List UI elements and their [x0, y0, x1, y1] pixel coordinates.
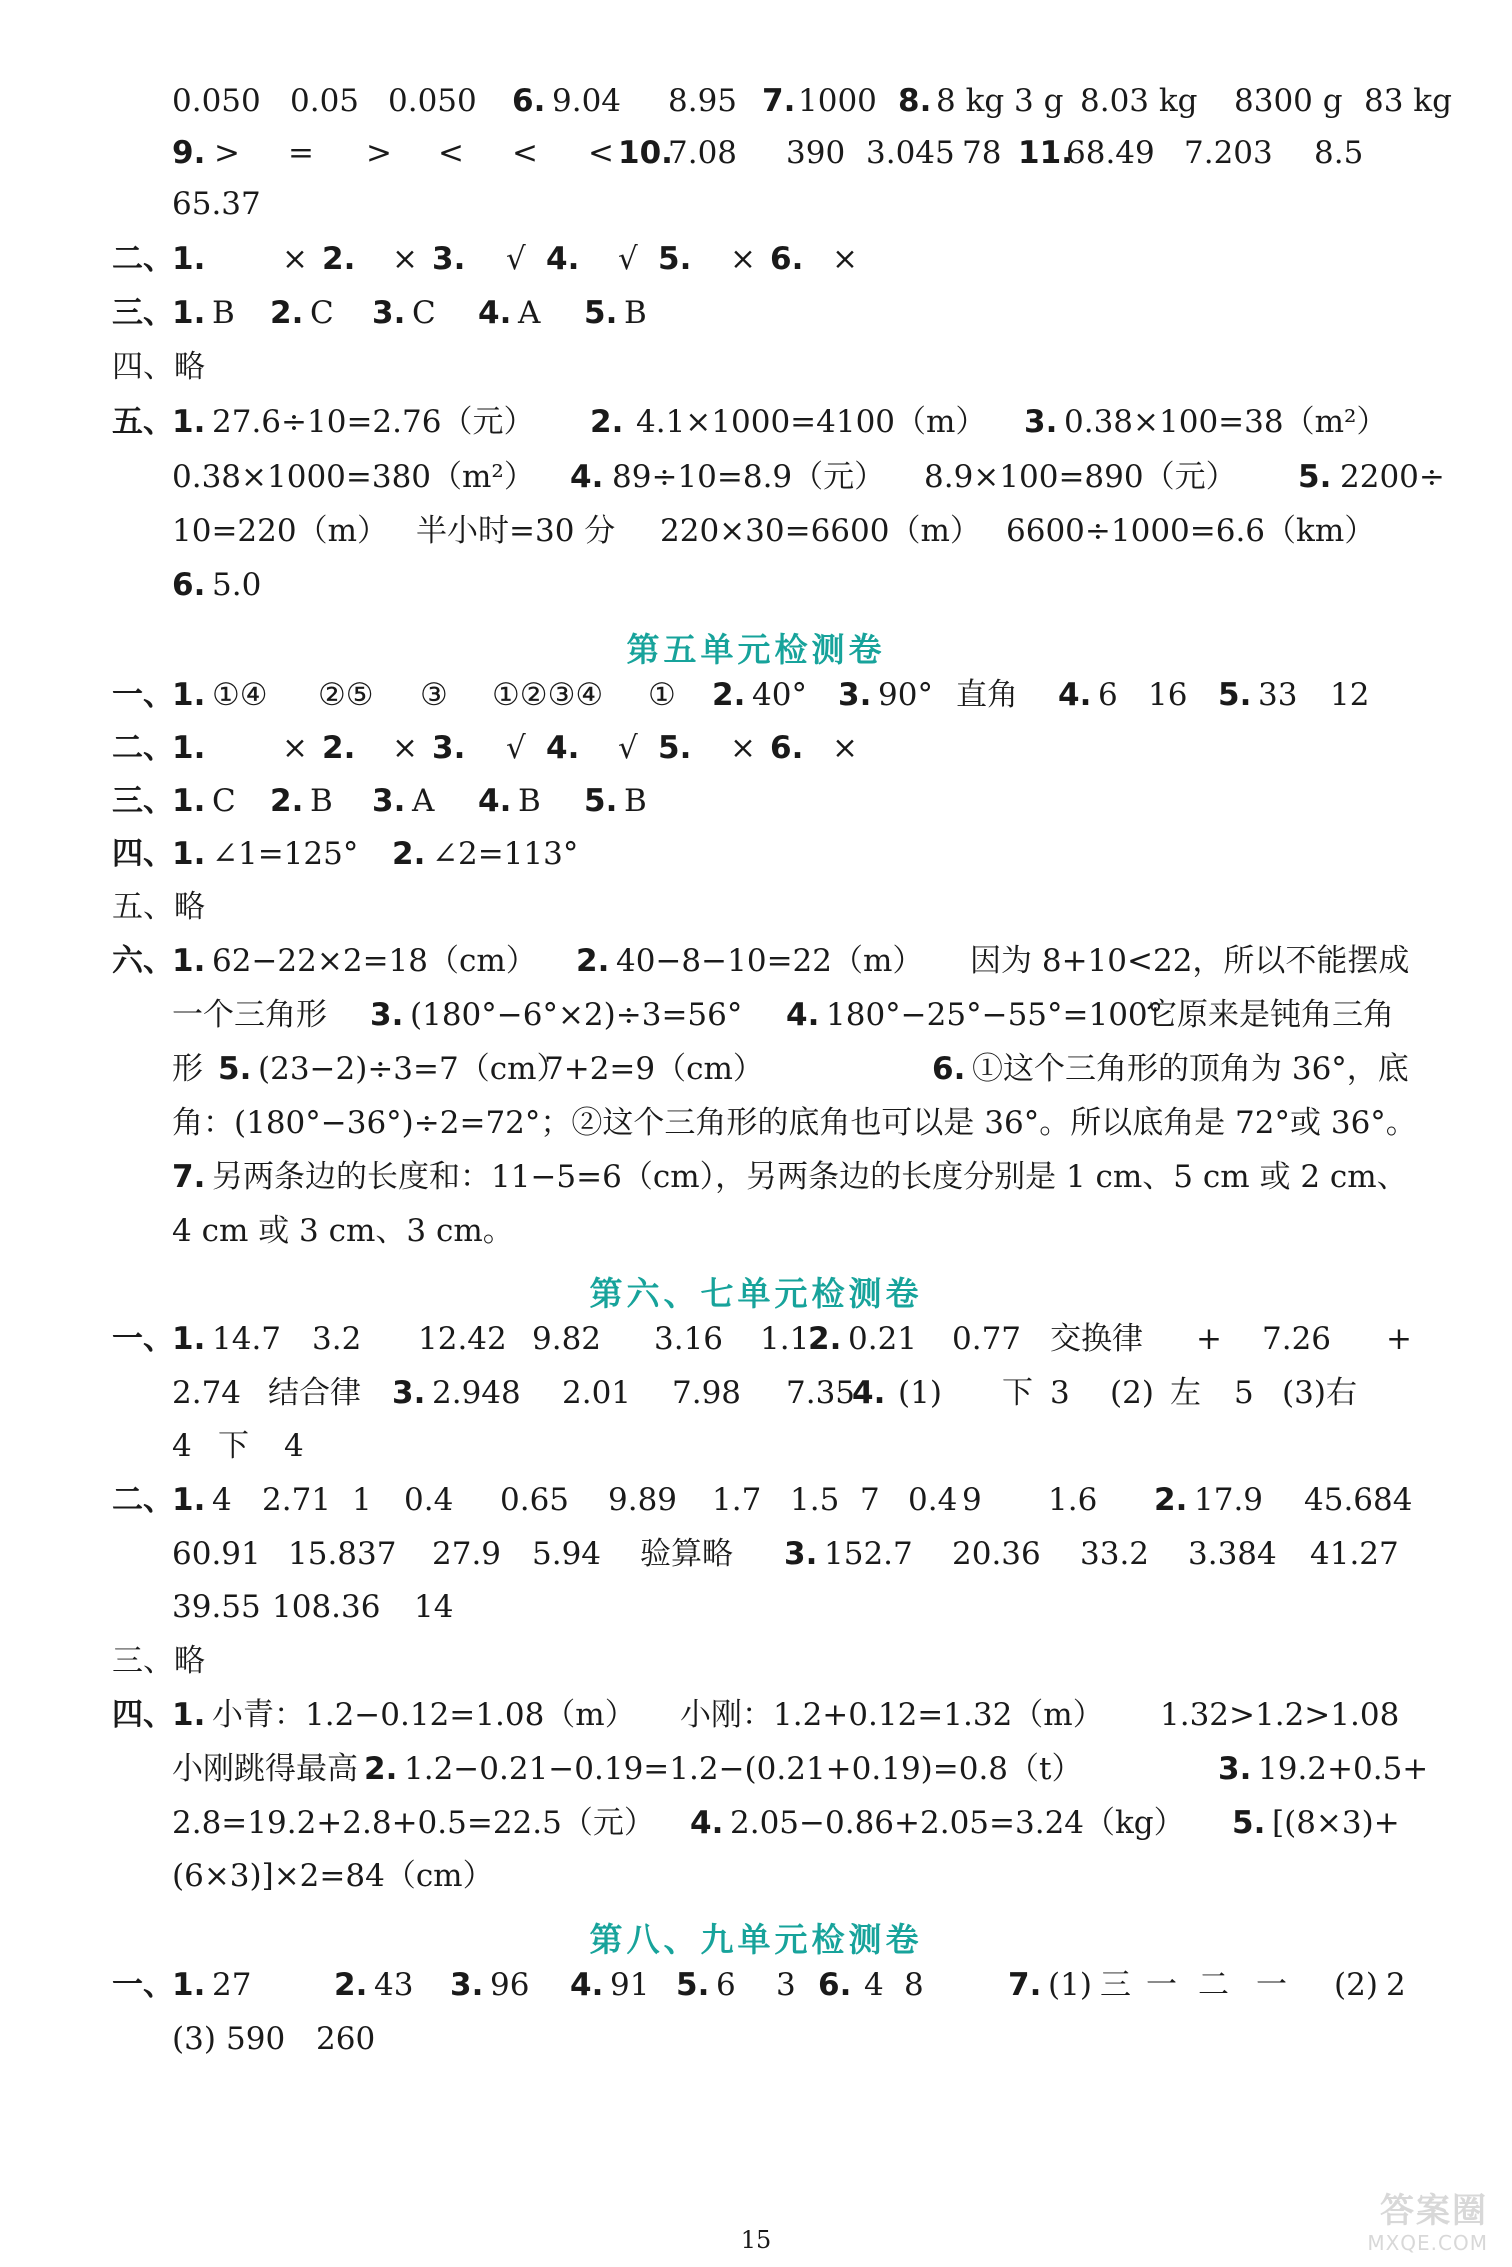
watermark-text: 答案圈 [1380, 2191, 1488, 2231]
question-number: 2. [364, 1751, 398, 1787]
answer-text: 7 [860, 1482, 880, 1518]
answer-text: 12 [1330, 677, 1370, 713]
answer-text: (180°−6°×2)÷3=56° [410, 997, 743, 1033]
answer-text: 小青：1.2−0.12=1.08（m） [212, 1697, 636, 1733]
answer-text: 83 kg [1364, 83, 1452, 119]
answer-text: 8.5 [1314, 135, 1364, 171]
question-number: 1. [172, 1967, 206, 2003]
question-number: 3. [392, 1375, 426, 1411]
answer-text: 33 [1258, 677, 1298, 713]
answer-text: 27.9 [432, 1536, 502, 1572]
answer-text: 一 [1146, 1967, 1177, 2003]
question-number: 5. [658, 241, 692, 277]
answer-text: 0.77 [952, 1321, 1022, 1357]
answer-text: (3) [1282, 1375, 1326, 1411]
question-number: 10. [618, 135, 673, 171]
question-number: 6. [172, 567, 206, 603]
answer-line [0, 559, 1512, 611]
answer-text: 8.9×100=890（元） [924, 459, 1237, 495]
answer-text: 结合律 [268, 1375, 361, 1411]
answer-text: 2.71 [262, 1482, 332, 1518]
question-number: 1. [172, 404, 206, 440]
question-number: 3. [1024, 404, 1058, 440]
answer-line [0, 396, 1512, 448]
answer-text: 7.35 [786, 1375, 856, 1411]
answer-text: 三、略 [112, 1643, 205, 1679]
answer-line [0, 1151, 1512, 1203]
answer-text: 14.7 [212, 1321, 282, 1357]
answer-line [0, 1043, 1512, 1095]
question-number: 1. [172, 677, 206, 713]
question-number: 1. [172, 943, 206, 979]
answer-text: 12.42 [418, 1321, 507, 1357]
answer-text: 0.4 [908, 1482, 958, 1518]
question-number: 2. [322, 241, 356, 277]
question-number: 2. [576, 943, 610, 979]
question-number: 1. [172, 836, 206, 872]
answer-text: 3.16 [654, 1321, 724, 1357]
question-number: 三、 [112, 783, 174, 819]
answer-text: 1.7 [712, 1482, 762, 1518]
answer-text: 四、略 [112, 349, 205, 385]
answer-text: (2) [1110, 1375, 1154, 1411]
answer-line [0, 881, 1512, 933]
answer-line [0, 1474, 1512, 1526]
answer-line [0, 722, 1512, 774]
answer-text: 0.4 [404, 1482, 454, 1518]
answer-text: + [1196, 1321, 1222, 1357]
answer-text: 4 [284, 1428, 304, 1464]
answer-text: 8 [904, 1967, 924, 2003]
answer-text: 它原来是钝角三角 [1146, 997, 1394, 1033]
question-number: 3. [1218, 1751, 1252, 1787]
question-number: 4. [546, 241, 580, 277]
question-number: 2. [334, 1967, 368, 2003]
answer-line [0, 127, 1512, 179]
answer-text: 180°−25°−55°=100° [826, 997, 1164, 1033]
answer-text: 4 cm 或 3 cm、3 cm。 [172, 1213, 514, 1249]
answer-text: 小刚跳得最高 [172, 1751, 358, 1787]
answer-text: 交换律 [1050, 1321, 1143, 1357]
answer-text: 0.21 [848, 1321, 918, 1357]
answer-text: 小刚：1.2+0.12=1.32（m） [680, 1697, 1104, 1733]
answer-text: 108.36 [272, 1589, 381, 1625]
answer-text: (6×3)]×2=84（cm） [172, 1858, 494, 1894]
answer-text: B [310, 783, 333, 819]
question-number: 二、 [112, 241, 174, 277]
question-number: 4. [852, 1375, 886, 1411]
answer-text: 10=220（m） [172, 513, 388, 549]
question-number: 3. [838, 677, 872, 713]
answer-text: B [518, 783, 541, 819]
question-number: 4. [786, 997, 820, 1033]
answer-text: 90° [878, 677, 933, 713]
answer-text: 7+2=9（cm） [544, 1051, 764, 1087]
answer-text: 45.684 [1304, 1482, 1413, 1518]
page-number: 15 [740, 2226, 772, 2254]
answer-text: ①④ [212, 677, 268, 713]
answer-text: 验算略 [640, 1536, 733, 1572]
question-number: 5. [584, 295, 618, 331]
question-number: 7. [762, 83, 796, 119]
answer-line [0, 1097, 1512, 1149]
answer-line [0, 178, 1512, 230]
question-number: 一、 [112, 1321, 174, 1357]
question-number: 1. [172, 1321, 206, 1357]
answer-text: C [310, 295, 334, 331]
answer-text: ②⑤ [318, 677, 374, 713]
answer-text: 2 [1386, 1967, 1406, 2003]
answer-text: 39.55 [172, 1589, 261, 1625]
answer-text: 8.95 [668, 83, 738, 119]
watermark-logo [1308, 2191, 1488, 2261]
answer-text: 6600÷1000=6.6（km） [1006, 513, 1376, 549]
answer-text: 一个三角形 [172, 997, 327, 1033]
answer-text: 33.2 [1080, 1536, 1150, 1572]
answer-text: 19.2+0.5+ [1258, 1751, 1429, 1787]
answer-text: 4 [172, 1428, 192, 1464]
answer-text: 68.49 [1066, 135, 1155, 171]
answer-text: < [438, 135, 464, 171]
answer-line [0, 1635, 1512, 1687]
answer-line [0, 1420, 1512, 1472]
question-number: 8. [898, 83, 932, 119]
answer-text: 下 [218, 1428, 249, 1464]
answer-text: 3.384 [1188, 1536, 1277, 1572]
question-number: 1. [172, 730, 206, 766]
section-title: 第五单元检测卷 [626, 630, 886, 669]
answer-text: 27 [212, 1967, 252, 2003]
question-number: 四、 [112, 836, 174, 872]
question-number: 6. [932, 1051, 966, 1087]
answer-line [0, 1367, 1512, 1419]
question-number: 5. [218, 1051, 252, 1087]
answer-text: 5.0 [212, 567, 262, 603]
answer-text: = [288, 135, 314, 171]
answer-text: 96 [490, 1967, 530, 2003]
answer-text: (3) [172, 2021, 216, 2057]
answer-text: 65.37 [172, 186, 261, 222]
answer-text: B [624, 783, 647, 819]
answer-text: 因为 8+10<22，所以不能摆成 [970, 943, 1410, 979]
section-title: 第六、七单元检测卷 [589, 1274, 923, 1313]
answer-text: > [366, 135, 392, 171]
answer-text: 590 [226, 2021, 286, 2057]
answer-text: 五、略 [112, 889, 205, 925]
answer-text: 7.98 [672, 1375, 742, 1411]
question-number: 5. [1218, 677, 1252, 713]
question-number: 4. [690, 1805, 724, 1841]
question-number: 4. [478, 783, 512, 819]
question-number: 1. [172, 295, 206, 331]
answer-text: (1) [898, 1375, 942, 1411]
answer-text: 5 [1234, 1375, 1254, 1411]
answer-text: 0.38×1000=380（m²） [172, 459, 535, 495]
answer-line [0, 1850, 1512, 1902]
question-number: 5. [658, 730, 692, 766]
answer-text: 1.1 [760, 1321, 810, 1357]
answer-text: 0.050 [172, 83, 261, 119]
answer-text: 62−22×2=18（cm） [212, 943, 537, 979]
answer-text: 6 [1098, 677, 1118, 713]
answer-line [0, 1743, 1512, 1795]
answer-text: C [212, 783, 236, 819]
answer-text: 4.1×1000=4100（m） [636, 404, 987, 440]
answer-text: 0.050 [388, 83, 477, 119]
answer-text: 0.38×100=38（m²） [1064, 404, 1388, 440]
answer-text: 三 [1100, 1967, 1131, 2003]
answer-text: 43 [374, 1967, 414, 2003]
question-number: 三、 [112, 295, 174, 331]
answer-text: ∠2=113° [432, 836, 579, 872]
answer-line [0, 75, 1512, 127]
question-number: 2. [590, 404, 624, 440]
answer-text: 1.5 [790, 1482, 840, 1518]
question-number: 2. [270, 295, 304, 331]
answer-text: 一 [1256, 1967, 1287, 2003]
answer-text: 3.045 [866, 135, 955, 171]
answer-text: [(8×3)+ [1272, 1805, 1400, 1841]
answer-text: 220×30=6600（m） [660, 513, 981, 549]
question-number: 1. [172, 783, 206, 819]
answer-text: √ [506, 241, 526, 277]
answer-text: + [1386, 1321, 1412, 1357]
answer-text: 角：(180°−36°)÷2=72°；②这个三角形的底角也可以是 36°。所以底角是 72°或 36°。 [172, 1105, 1417, 1141]
answer-text: 2.74 [172, 1375, 242, 1411]
question-number: 4. [570, 459, 604, 495]
question-number: 六、 [112, 943, 174, 979]
answer-text: 左 [1170, 1375, 1201, 1411]
answer-text: 3 [1050, 1375, 1070, 1411]
question-number: 二、 [112, 1482, 174, 1518]
answer-text: 40° [752, 677, 807, 713]
question-number: 2. [270, 783, 304, 819]
answer-text: 1000 [798, 83, 877, 119]
answer-text: 15.837 [288, 1536, 397, 1572]
question-number: 6. [770, 241, 804, 277]
answer-text: 9 [962, 1482, 982, 1518]
answer-text: ∠1=125° [212, 836, 359, 872]
answer-text: 3 [776, 1967, 796, 2003]
watermark-url: MXQE.COM [1367, 2231, 1488, 2255]
question-number: 5. [676, 1967, 710, 2003]
answer-text: 27.6÷10=2.76（元） [212, 404, 535, 440]
question-number: 5. [1298, 459, 1332, 495]
question-number: 一、 [112, 1967, 174, 2003]
answer-text: 形 [172, 1051, 203, 1087]
answer-text: B [212, 295, 235, 331]
answer-text: 6 [716, 1967, 736, 2003]
answer-text: × [282, 241, 308, 277]
question-number: 2. [1154, 1482, 1188, 1518]
question-number: 3. [372, 295, 406, 331]
answer-text: ①②③④ [492, 677, 604, 713]
question-number: 4. [546, 730, 580, 766]
answer-text: 2.05−0.86+2.05=3.24（kg） [730, 1805, 1185, 1841]
question-number: 5. [1232, 1805, 1266, 1841]
answer-text: 1.2−0.21−0.19=1.2−(0.21+0.19)=0.8（t） [404, 1751, 1083, 1787]
answer-line [0, 935, 1512, 987]
question-number: 一、 [112, 677, 174, 713]
answer-text: × [392, 241, 418, 277]
answer-text: 3.2 [312, 1321, 362, 1357]
question-number: 6. [770, 730, 804, 766]
answer-text: (23−2)÷3=7（cm） [258, 1051, 568, 1087]
answer-text: × [730, 730, 756, 766]
answer-text: × [282, 730, 308, 766]
answer-text: 直角 [956, 677, 1018, 713]
answer-text: B [624, 295, 647, 331]
answer-text: ③ [420, 677, 448, 713]
question-number: 6. [512, 83, 546, 119]
answer-text: 另两条边的长度和：11−5=6（cm），另两条边的长度分别是 1 cm、5 cm 或 2 cm、 [212, 1159, 1408, 1195]
answer-text: ① [648, 677, 676, 713]
answer-line [0, 2013, 1512, 2065]
answer-text: 390 [786, 135, 846, 171]
answer-text: 1.32>1.2>1.08 [1160, 1697, 1400, 1733]
answer-text: 7.08 [668, 135, 738, 171]
answer-text: ①这个三角形的顶角为 36°，底 [972, 1051, 1409, 1087]
question-number: 7. [172, 1159, 206, 1195]
answer-line [0, 233, 1512, 285]
answer-text: < [512, 135, 538, 171]
question-number: 1. [172, 1697, 206, 1733]
answer-text: × [832, 730, 858, 766]
answer-text: 1 [352, 1482, 372, 1518]
question-number: 11. [1018, 135, 1073, 171]
question-number: 4. [570, 1967, 604, 2003]
answer-text: 二 [1198, 1967, 1229, 2003]
answer-text: A [518, 295, 541, 331]
question-number: 3. [372, 783, 406, 819]
answer-text: 下 [1002, 1375, 1033, 1411]
answer-text: × [730, 241, 756, 277]
answer-text: √ [506, 730, 526, 766]
answer-text: 半小时=30 分 [416, 513, 616, 549]
question-number: 3. [784, 1536, 818, 1572]
question-number: 四、 [112, 1697, 174, 1733]
section-title: 第八、九单元检测卷 [589, 1920, 923, 1959]
answer-line [0, 451, 1512, 503]
answer-line [0, 1797, 1512, 1849]
answer-text: 右 [1326, 1375, 1357, 1411]
question-number: 3. [432, 241, 466, 277]
answer-text: 7.26 [1262, 1321, 1332, 1357]
question-number: 2. [808, 1321, 842, 1357]
question-number: 二、 [112, 730, 174, 766]
answer-text: 2200÷ [1340, 459, 1445, 495]
answer-line [0, 1528, 1512, 1580]
answer-text: (2) [1334, 1967, 1378, 2003]
answer-text: 5.94 [532, 1536, 602, 1572]
answer-text: 8300 g [1234, 83, 1343, 119]
question-number: 1. [172, 241, 206, 277]
answer-text: 40−8−10=22（m） [616, 943, 924, 979]
answer-text: 2.948 [432, 1375, 521, 1411]
answer-text: (1) [1048, 1967, 1092, 2003]
answer-line [0, 1205, 1512, 1257]
answer-line [0, 1581, 1512, 1633]
question-number: 1. [172, 1482, 206, 1518]
answer-text: < [588, 135, 614, 171]
answer-text: 9.82 [532, 1321, 602, 1357]
answer-text: 0.05 [290, 83, 360, 119]
answer-text: 16 [1148, 677, 1188, 713]
answer-text: 60.91 [172, 1536, 261, 1572]
answer-text: 2.01 [562, 1375, 632, 1411]
question-number: 2. [392, 836, 426, 872]
answer-text: × [392, 730, 418, 766]
answer-text: 260 [316, 2021, 376, 2057]
answer-text: 20.36 [952, 1536, 1041, 1572]
answer-text: 17.9 [1194, 1482, 1264, 1518]
answer-text: 8.03 kg [1080, 83, 1198, 119]
answer-text: 1.6 [1048, 1482, 1098, 1518]
answer-text: 8 kg 3 g [936, 83, 1064, 119]
answer-text: 4 [212, 1482, 232, 1518]
answer-line [0, 1689, 1512, 1741]
question-number: 4. [478, 295, 512, 331]
question-number: 3. [450, 1967, 484, 2003]
question-number: 五、 [112, 404, 174, 440]
answer-line [0, 989, 1512, 1041]
answer-line [0, 287, 1512, 339]
answer-text: A [412, 783, 435, 819]
answer-text: 152.7 [824, 1536, 913, 1572]
answer-text: 9.89 [608, 1482, 678, 1518]
answer-text: 78 [962, 135, 1002, 171]
answer-text: 89÷10=8.9（元） [612, 459, 886, 495]
question-number: 9. [172, 135, 206, 171]
answer-text: √ [618, 241, 638, 277]
answer-text: C [412, 295, 436, 331]
question-number: 2. [322, 730, 356, 766]
question-number: 5. [584, 783, 618, 819]
answer-text: √ [618, 730, 638, 766]
question-number: 4. [1058, 677, 1092, 713]
answer-text: 2.8=19.2+2.8+0.5=22.5（元） [172, 1805, 655, 1841]
answer-text: 4 [864, 1967, 884, 2003]
question-number: 7. [1008, 1967, 1042, 2003]
question-number: 3. [432, 730, 466, 766]
question-number: 3. [370, 997, 404, 1033]
question-number: 6. [818, 1967, 852, 2003]
answer-text: 41.27 [1310, 1536, 1399, 1572]
answer-text: > [214, 135, 240, 171]
answer-line [0, 341, 1512, 393]
question-number: 2. [712, 677, 746, 713]
answer-text: 14 [414, 1589, 454, 1625]
answer-text: 7.203 [1184, 135, 1273, 171]
answer-text: 0.65 [500, 1482, 570, 1518]
answer-line [0, 775, 1512, 827]
answer-line [0, 505, 1512, 557]
answer-text: 9.04 [552, 83, 622, 119]
answer-line [0, 828, 1512, 880]
answer-text: 91 [610, 1967, 650, 2003]
answer-text: × [832, 241, 858, 277]
